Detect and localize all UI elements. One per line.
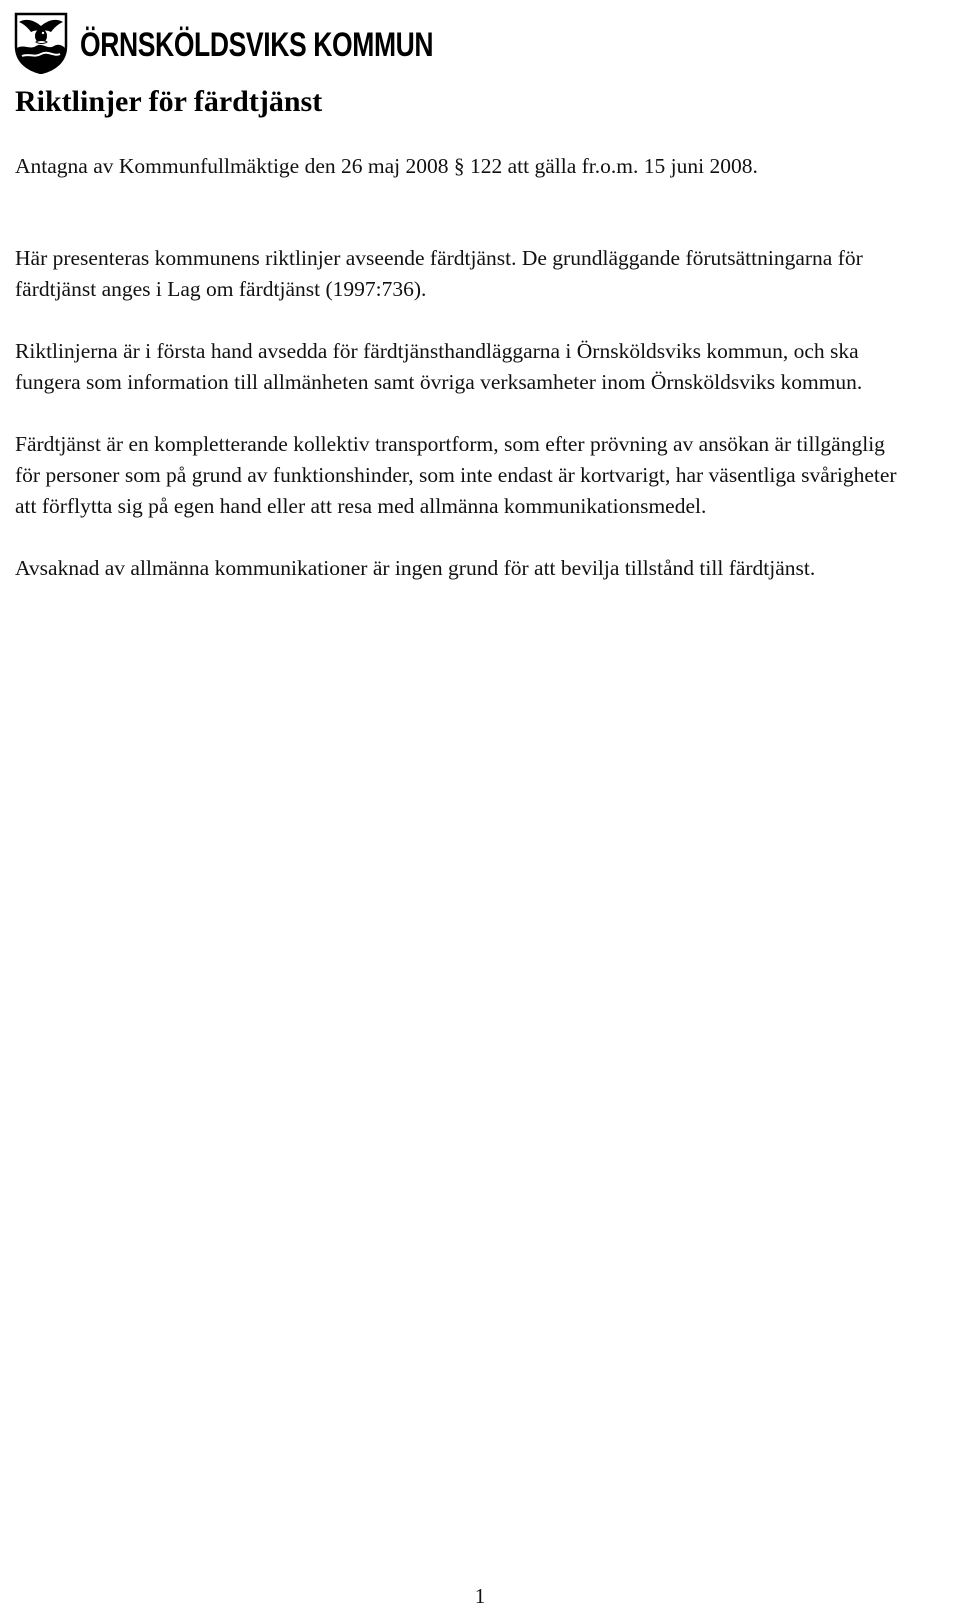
eagle-crest-icon xyxy=(14,12,68,74)
paragraph: Färdtjänst är en kompletterande kollektiv transportform, som efter prövning av ansökan är tillgänglig för personer som på grund av funktionshinder, som inte endast är kortvarigt, har väsentliga svårigheter att förflytta sig på egen hand eller att resa med allmänna kommunikationsmedel. xyxy=(15,432,897,518)
document-body xyxy=(15,80,915,584)
document-title: Riktlinjer för färdtjänst xyxy=(15,85,323,118)
paragraph: Avsaknad av allmänna kommunikationer är ingen grund för att bevilja tillstånd till färdtjänst. xyxy=(15,556,816,580)
document-header xyxy=(14,10,533,76)
adoption-note: Antagna av Kommunfullmäktige den 26 maj 2008 § 122 att gälla fr.o.m. 15 juni 2008. xyxy=(15,154,758,178)
paragraph: Riktlinjerna är i första hand avsedda för färdtjänsthandläggarna i Örnsköldsviks kommun, och ska fungera som information till allmänheten samt övriga verksamheter inom Örnsköldsviks kommun. xyxy=(15,339,863,394)
paragraph: Här presenteras kommunens riktlinjer avseende färdtjänst. De grundläggande förutsättningarna för färdtjänst anges i Lag om färdtjänst (1997:736). xyxy=(15,246,863,301)
municipality-logo-text: ÖRNSKÖLDSVIKS KOMMUN xyxy=(80,26,434,64)
page-number: 1 xyxy=(474,1584,486,1608)
